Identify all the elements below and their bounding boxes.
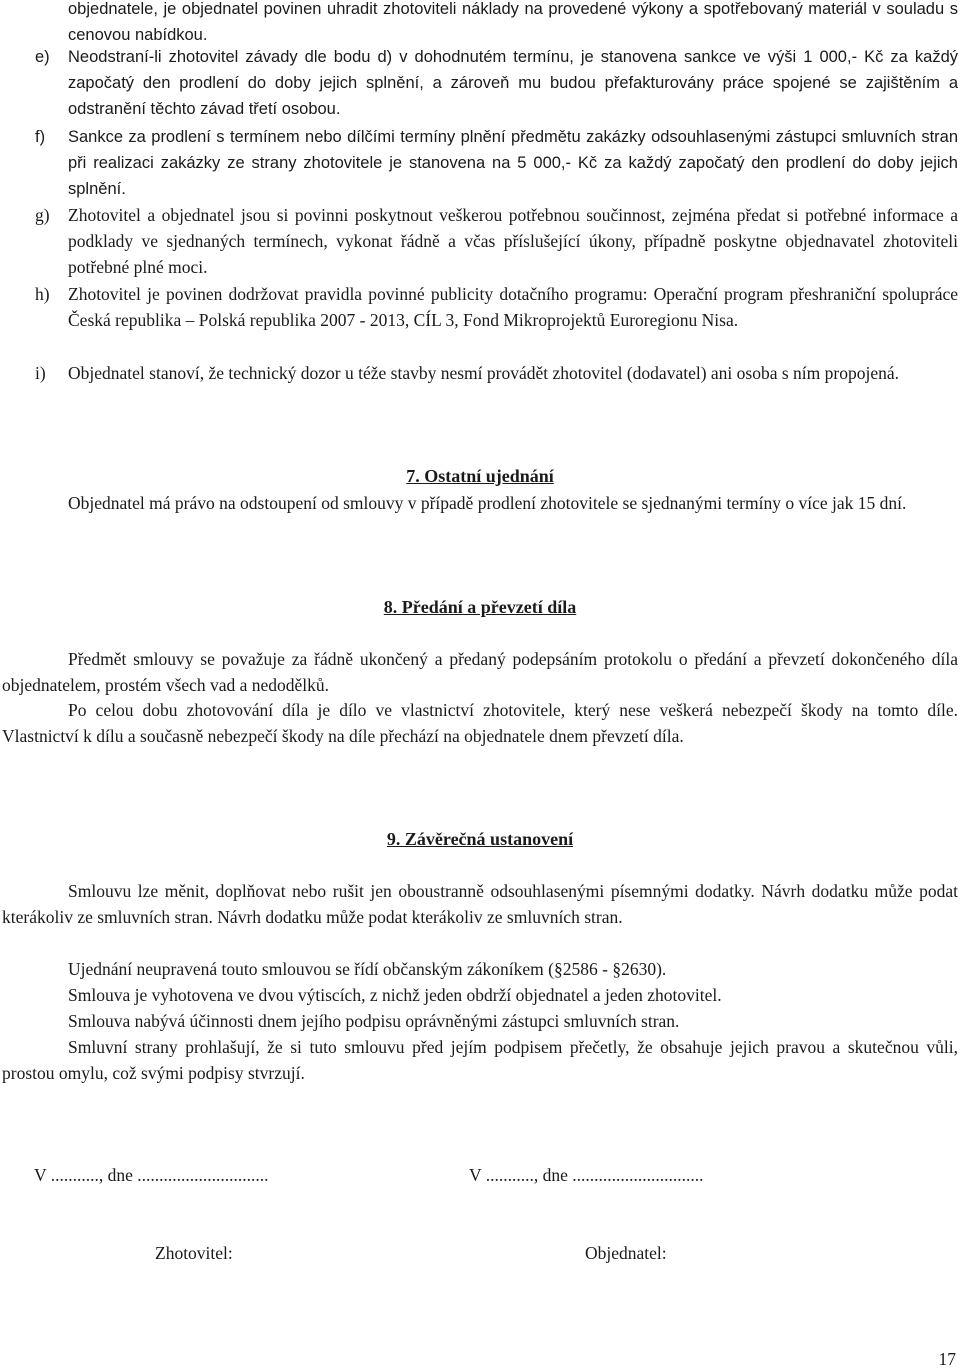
list-item-text: Objednatel stanoví, že technický dozor u téže stavby nesmí provádět zhotovitel (dodavatel) ani osoba s ním propojená. bbox=[68, 363, 899, 383]
list-item-label: g) bbox=[35, 205, 50, 225]
section-7-paragraph: Objednatel má právo na odstoupení od smlouvy v případě prodlení zhotovitele se sjednanými termíny o více jak 15 dní. bbox=[68, 493, 907, 513]
section-heading-7 bbox=[0, 463, 960, 489]
section-9-paragraph-4: Smlouva nabývá účinnosti dnem jejího podpisu oprávněnými zástupci smluvních stran. bbox=[68, 1011, 680, 1031]
section-9-paragraph-1: Smlouvu lze měnit, doplňovat nebo rušit jen oboustranně odsouhlasenými písemnými dodatky. Návrh dodatku může podat kterákoliv ze smluvních stran. Návrh dodatku může podat kterákoliv ze smluvních stran. bbox=[2, 881, 958, 927]
section-title: 7. Ostatní ujednání bbox=[406, 466, 554, 486]
signature-party-right: Objednatel: bbox=[585, 1243, 667, 1263]
list-item-text: Zhotovitel je povinen dodržovat pravidla povinné publicity dotačního programu: Operační program přeshraniční spolupráce Česká republika – Polská republika 2007 - 2013, CÍL 3, Fond Mikroprojektů Euroregionu Nisa. bbox=[68, 284, 958, 330]
section-9-paragraph-2: Ujednání neupravená touto smlouvou se řídí občanským zákoníkem (§2586 - §2630). bbox=[68, 959, 667, 979]
section-heading-9 bbox=[0, 826, 960, 852]
section-title: 9. Závěrečná ustanovení bbox=[386, 829, 574, 849]
page-number: 17 bbox=[938, 1349, 956, 1369]
list-item-text: Sankce za prodlení s termínem nebo dílčími termíny plnění předmětu zakázky odsouhlasenými zástupci smluvních stran při realizaci zakázky ze strany zhotovitele je stanovena na 5 000,- Kč za každý započatý den prodlení do doby jejich splnění. bbox=[68, 128, 958, 198]
signature-place-right: V ..........., dne .............................. bbox=[469, 1165, 704, 1185]
list-item-label: f) bbox=[35, 128, 46, 146]
section-8-paragraph-2: Po celou dobu zhotovování díla je dílo ve vlastnictví zhotovitele, který nese veškerá nebezpečí škody na tomto díle. Vlastnictví k dílu a současně nebezpečí škody na díle přechází na objednatele dnem převzetí díla. bbox=[2, 700, 958, 746]
list-item-text: Zhotovitel a objednatel jsou si povinni poskytnout veškerou potřebnou součinnost, zejména předat si potřebné informace a podklady ve sjednaných termínech, vykonat řádně a včas příslušející úkony, případně poskytne objednavatel zhotoviteli potřebné plné moci. bbox=[68, 205, 958, 277]
section-title: 8. Předání a převzetí díla bbox=[383, 597, 577, 617]
list-item-label: i) bbox=[35, 363, 46, 383]
list-item-text: Neodstraní-li zhotovitel závady dle bodu d) v dohodnutém termínu, je stanovena sankce ve výši 1 000,- Kč za každý započatý den prodlení do doby jejich splnění, a zároveň mu budou přefakturovány práce spojené se zajištěním a odstranění těchto závad třetí osobou. bbox=[68, 48, 958, 118]
continuation-paragraph: objednatele, je objednatel povinen uhradit zhotoviteli náklady na provedené výkony a spotřebovaný materiál v souladu s cenovou nabídkou. bbox=[68, 0, 958, 44]
signature-place-left: V ..........., dne .............................. bbox=[34, 1165, 269, 1185]
signature-party-left: Zhotovitel: bbox=[155, 1243, 233, 1263]
section-8-paragraph-1: Předmět smlouvy se považuje za řádně ukončený a předaný podepsáním protokolu o předání a převzetí dokončeného díla objednatelem, prostém všech vad a nedodělků. bbox=[2, 649, 958, 695]
section-9-paragraph-5: Smluvní strany prohlašují, že si tuto smlouvu před jejím podpisem přečetly, že obsahuje jejich pravou a skutečnou vůli, prostou omylu, což svými podpisy stvrzují. bbox=[2, 1037, 958, 1083]
section-heading-8 bbox=[0, 594, 960, 620]
list-item-label: h) bbox=[35, 284, 50, 304]
section-9-paragraph-3: Smlouva je vyhotovena ve dvou výtiscích, z nichž jeden obdrží objednatel a jeden zhotovitel. bbox=[68, 985, 722, 1005]
list-item-label: e) bbox=[35, 48, 50, 66]
